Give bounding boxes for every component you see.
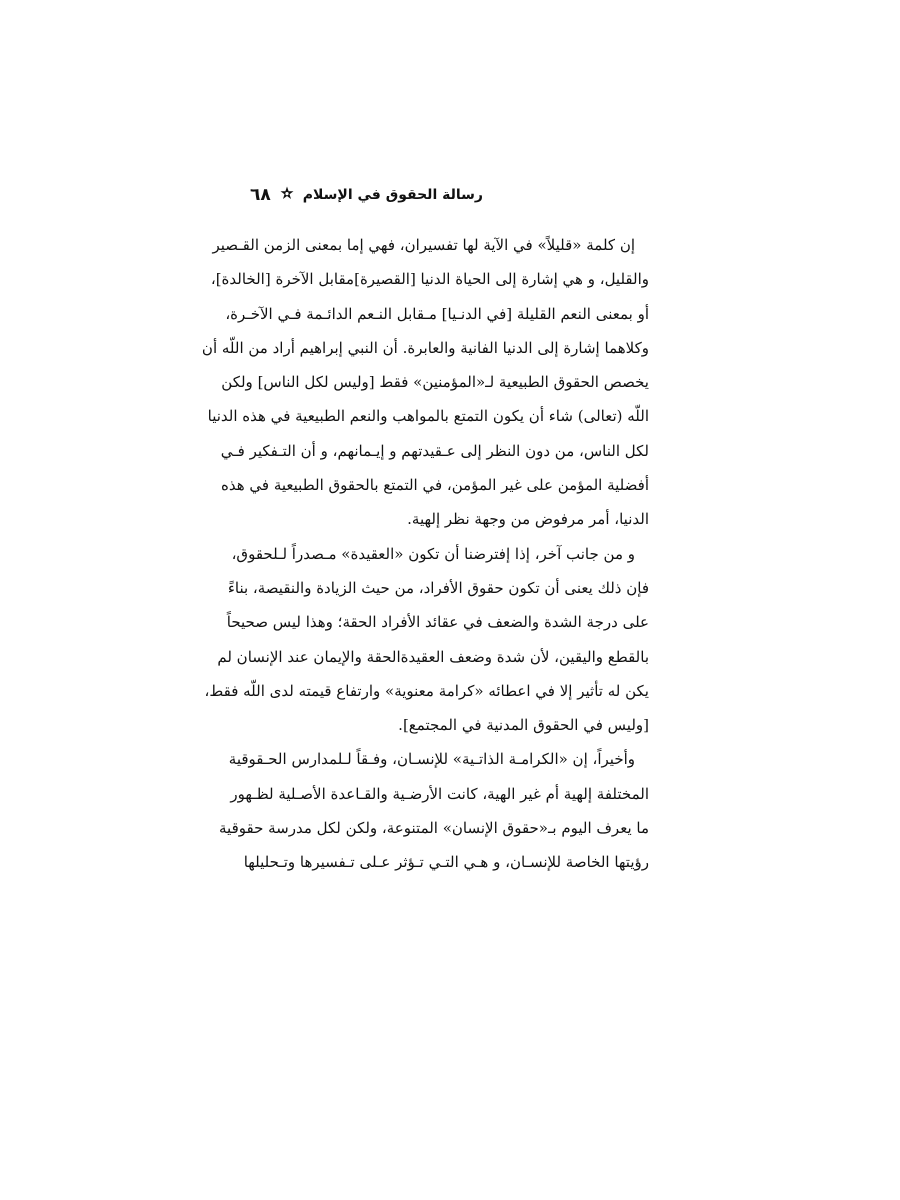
text-line: يخصص الحقوق الطبيعية لـ«المؤمنين» فقط [وليس لكل الناس] ولكن — [221, 373, 649, 392]
text-line: وكلاهما إشارة إلى الدنيا الفانية والعابرة. أن النبي إبراهيم أراد من اللّه أن — [201, 338, 649, 357]
paragraph-2 — [204, 537, 649, 743]
text-line: على درجة الشدة والضعف في عقائد الأفراد الحقة؛ وهذا ليس صحيحاً — [226, 613, 649, 632]
text-line: [وليس في الحقوق المدنية في المجتمع]. — [398, 716, 649, 735]
text-line: أفضلية المؤمن على غير المؤمن، في التمتع بالحقوق الطبيعية في هذه — [221, 476, 649, 495]
running-header — [250, 183, 650, 207]
text-line: فإن ذلك يعنى أن تكون حقوق الأفراد، من حيث الزيادة والنقيصة، بناءً — [227, 578, 649, 597]
text-line: و من جانب آخر، إذا إفترضنا أن تكون «العقيدة» مـصدراً لـلحقوق، — [231, 544, 635, 563]
body-text — [201, 228, 649, 880]
text-line: لكل الناس، من دون النظر إلى عـقيدتهم و إيـمانهم، و أن التـفكير فـي — [220, 441, 649, 460]
text-line: يكن له تأثير إلا في اعطائه «كرامة معنوية» وارتفاع قيمته لدى اللّه فقط، — [204, 681, 649, 700]
text-line: أو بمعنى النعم القليلة [في الدنـيا] مـقابل النـعم الدائـمة فـي الآخـرة، — [225, 304, 649, 323]
text-line: ما يعرف اليوم بـ«حقوق الإنسان» المتنوعة، ولكن لكل مدرسة حقوقية — [219, 819, 649, 838]
header-title: رسالة الحقوق في الإسلام — [302, 187, 483, 203]
text-line: إن كلمة «قليلاً» في الآية لها تفسيران، فهي إما بمعنى الزمن القـصير — [212, 236, 635, 254]
paragraph-1 — [201, 228, 649, 537]
text-line: المختلفة إلهية أم غير الهية، كانت الأرضـية والقـاعدة الأصـلية لظـهور — [230, 784, 649, 803]
star-ornament-icon — [279, 186, 295, 205]
text-line: والقليل، و هي إشارة إلى الحياة الدنيا [القصيرة]مقابل الآخرة [الخالدة]، — [210, 270, 649, 289]
text-line: الدنيا، أمر مرفوض من وجهة نظر إلهية. — [407, 510, 649, 529]
text-line: اللّه (تعالى) شاء أن يكون التمتع بالمواهب والنعم الطبيعية في هذه الدنيا — [207, 407, 649, 426]
text-line: وأخيراً، إن «الكرامـة الذاتـية» للإنسـان، وفـقاً لـلمدارس الحـقوقية — [228, 750, 635, 769]
paragraph-3 — [219, 742, 649, 879]
text-line: بالقطع واليقين، لأن شدة وضعف العقيدةالحقة والإيمان عند الإنسان لم — [217, 647, 649, 666]
page-number: ٦٨ — [250, 185, 271, 205]
text-line: رؤيتها الخاصة للإنسـان، و هـي التـي تـؤثر عـلى تـفسيرها وتـحليلها — [243, 853, 649, 872]
